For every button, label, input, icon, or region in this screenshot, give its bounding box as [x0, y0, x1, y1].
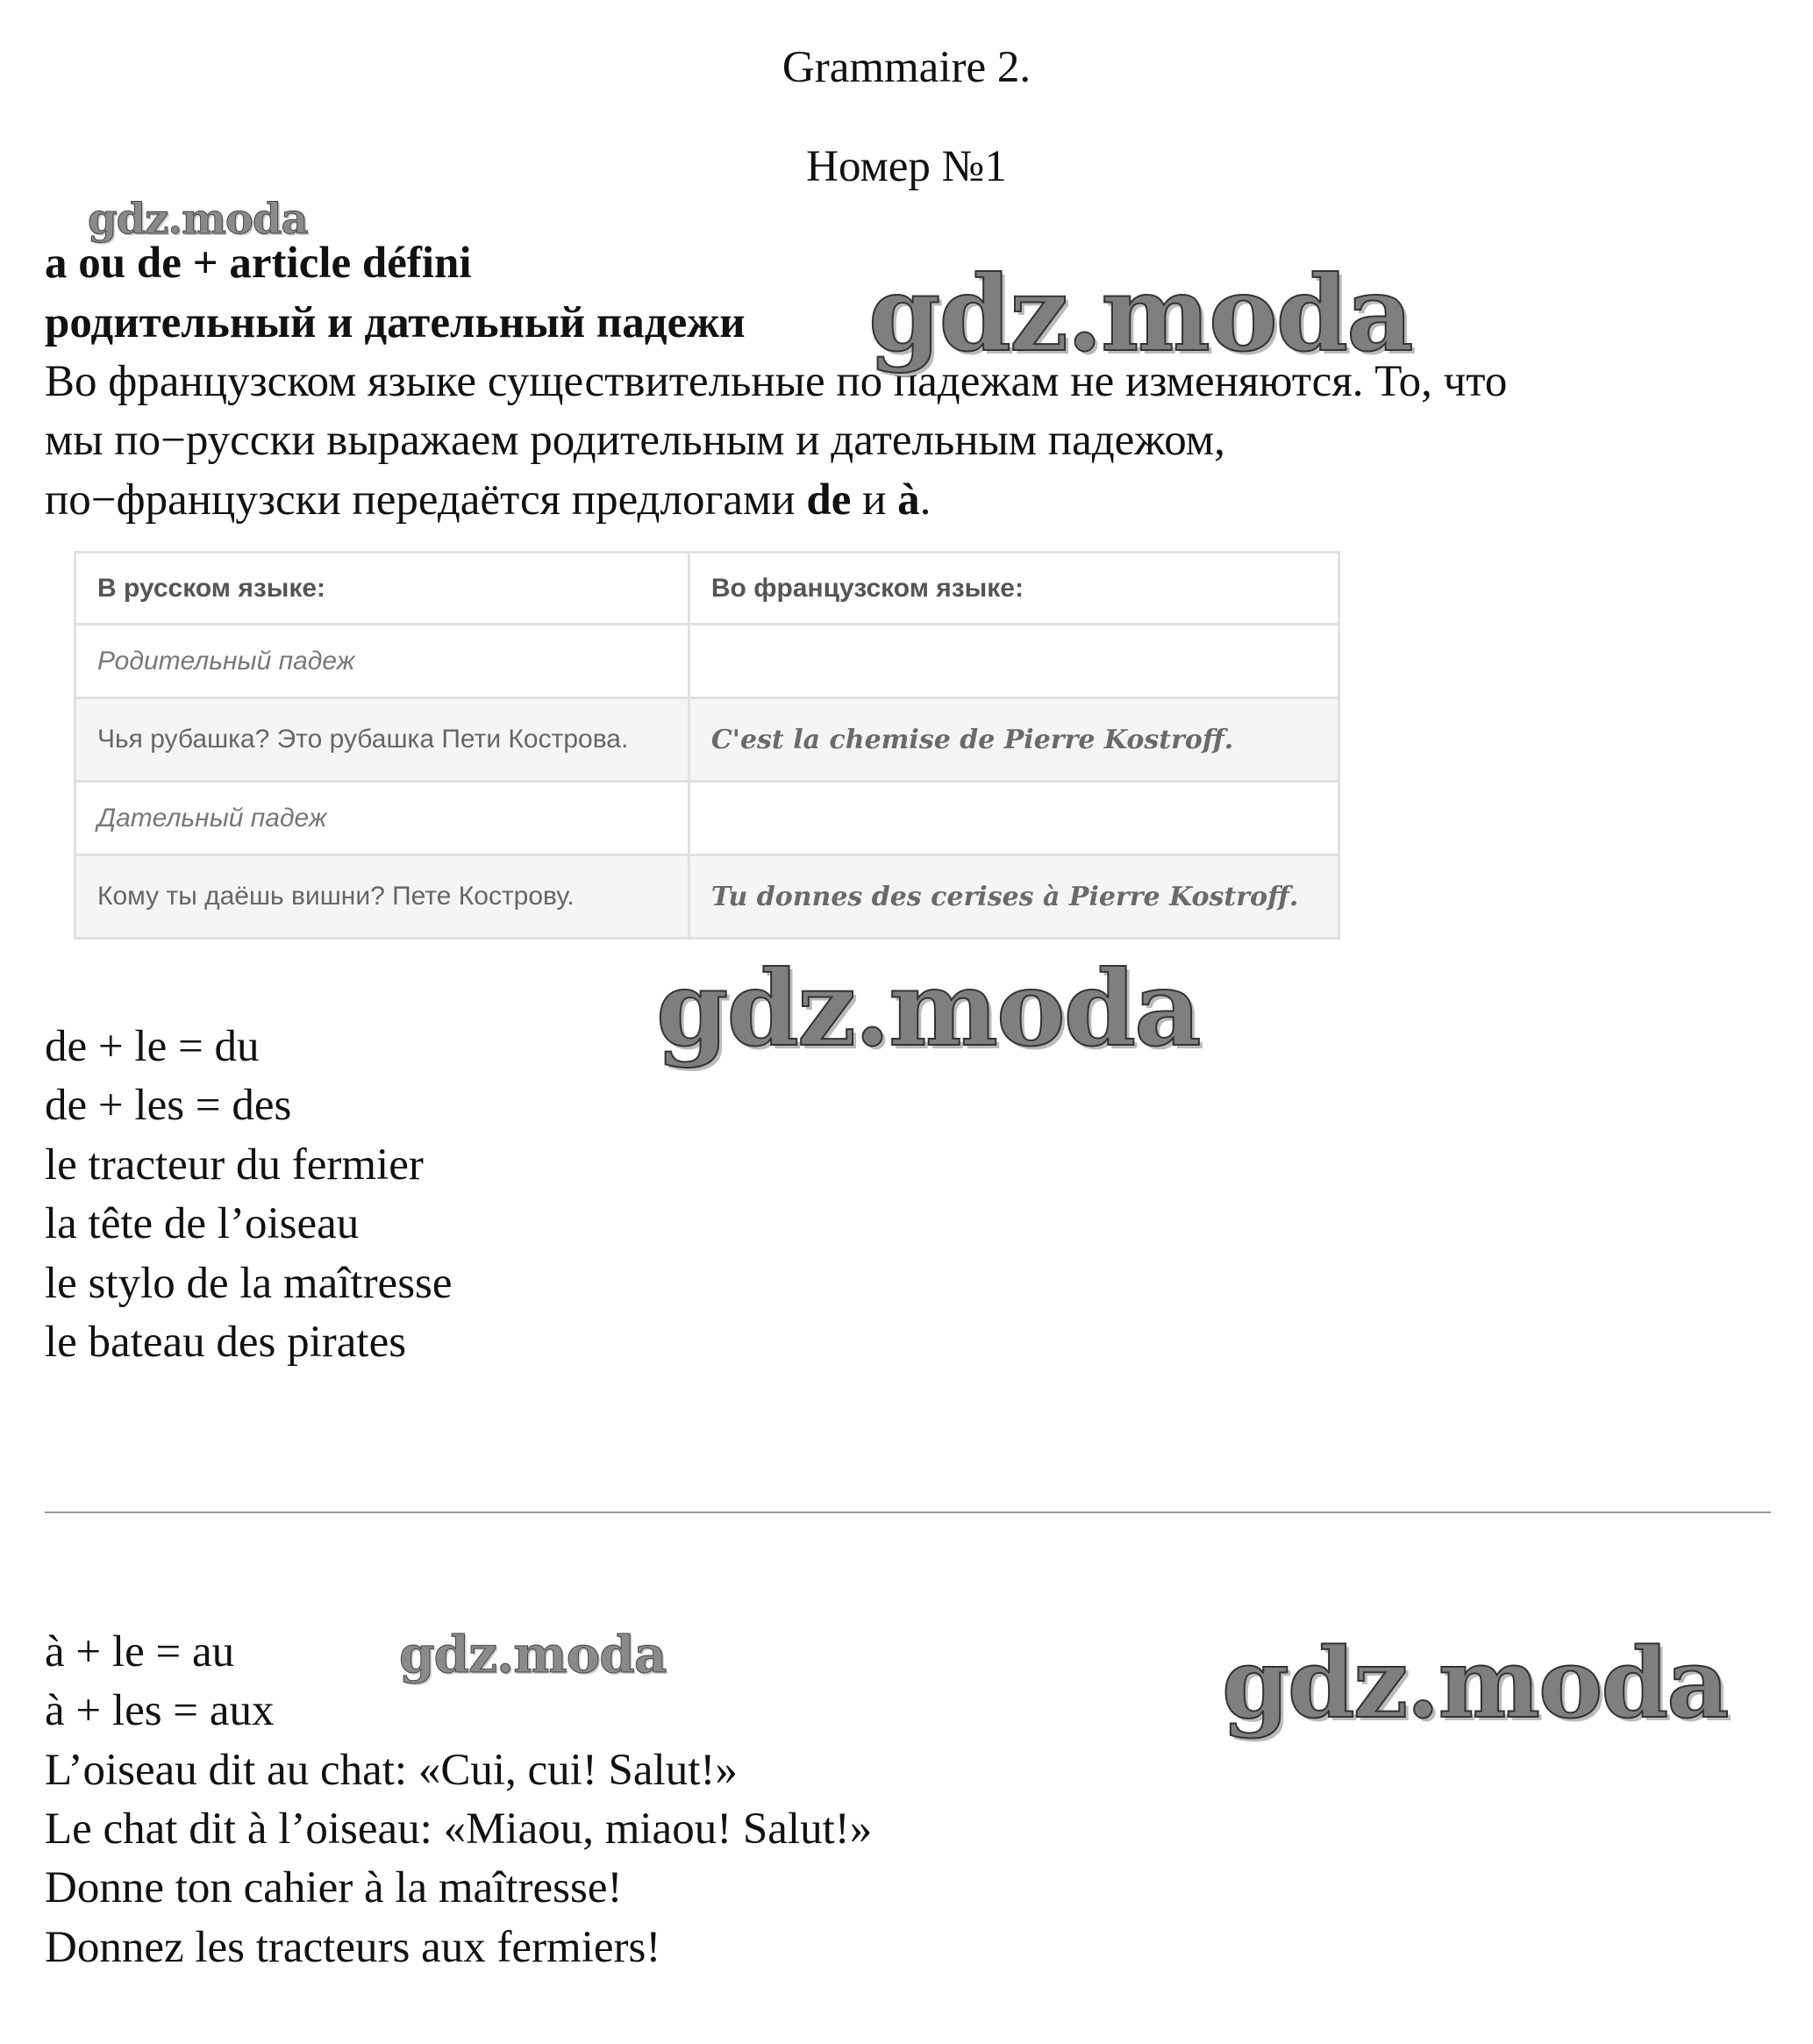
- watermark-logo: gdz.moda: [656, 947, 1200, 1069]
- intro-line-1: Во французском языке существительные по падежам не изменяются. То, что: [45, 357, 1508, 406]
- table-row: [75, 855, 1339, 939]
- a-example-line: L’oiseau dit au chat: «Cui, cui! Salut!»: [45, 1746, 738, 1795]
- de-example-line: de + le = du: [45, 1022, 260, 1071]
- page-title: Grammaire 2.: [782, 43, 1031, 92]
- preposition-de: de: [806, 475, 852, 525]
- section-heading: a ou de + article défini: [45, 239, 472, 288]
- de-example-line: la tête de l’oiseau: [45, 1199, 360, 1248]
- watermark-logo: gdz.moda: [399, 1625, 667, 1684]
- table-row: [75, 782, 1339, 855]
- table-cell-russian: Родительный падеж: [75, 625, 689, 698]
- a-example-line: Le chat dit à l’oiseau: «Miaou, miaou! Salut!»: [45, 1805, 873, 1854]
- intro-line-2: мы по−русски выражаем родительным и дательным падежом,: [45, 416, 1225, 465]
- de-example-line: le bateau des pirates: [45, 1318, 407, 1367]
- table-header-russian: В русском языке:: [75, 553, 689, 625]
- page-subtitle: Номер №1: [806, 142, 1007, 191]
- intro-line-3-mid: и: [851, 475, 898, 525]
- table-cell-french: [689, 625, 1338, 698]
- watermark-logo: gdz.moda: [88, 195, 308, 244]
- intro-line-3: [45, 474, 931, 526]
- table-cell-french: Tu donnes des cerises à Pierre Kostroff.: [689, 855, 1338, 939]
- de-example-line: le stylo de la maîtresse: [45, 1259, 453, 1308]
- de-example-line: le tracteur du fermier: [45, 1140, 424, 1190]
- table-header-french: Во французском языке:: [689, 553, 1338, 625]
- table-header-row: [75, 553, 1339, 625]
- table-row: [75, 698, 1339, 782]
- watermark-logo: gdz.moda: [1222, 1626, 1728, 1740]
- preposition-a: à: [897, 475, 920, 525]
- intro-line-3-suffix: .: [919, 475, 931, 525]
- watermark-logo: gdz.moda: [868, 253, 1412, 375]
- intro-line-3-prefix: по−французски передаётся предлогами: [45, 475, 807, 525]
- section-subheading: родительный и дательный падежи: [45, 298, 746, 347]
- case-comparison-table: [74, 551, 1340, 940]
- section-divider: [45, 1512, 1771, 1513]
- table-cell-russian: Кому ты даёшь вишни? Пете Кострову.: [75, 855, 689, 939]
- table-cell-french: [689, 782, 1338, 855]
- a-example-line: Donnez les tracteurs aux fermiers!: [45, 1923, 661, 1972]
- de-example-line: de + les = des: [45, 1081, 292, 1130]
- table-cell-russian: Чья рубашка? Это рубашка Пети Кострова.: [75, 698, 689, 782]
- a-example-line: à + les = aux: [45, 1686, 275, 1735]
- table-row: [75, 625, 1339, 698]
- a-example-line: Donne ton cahier à la maîtresse!: [45, 1863, 623, 1912]
- table-cell-russian: Дательный падеж: [75, 782, 689, 855]
- a-example-line: à + le = au: [45, 1627, 235, 1676]
- table-cell-french: C'est la chemise de Pierre Kostroff.: [689, 698, 1338, 782]
